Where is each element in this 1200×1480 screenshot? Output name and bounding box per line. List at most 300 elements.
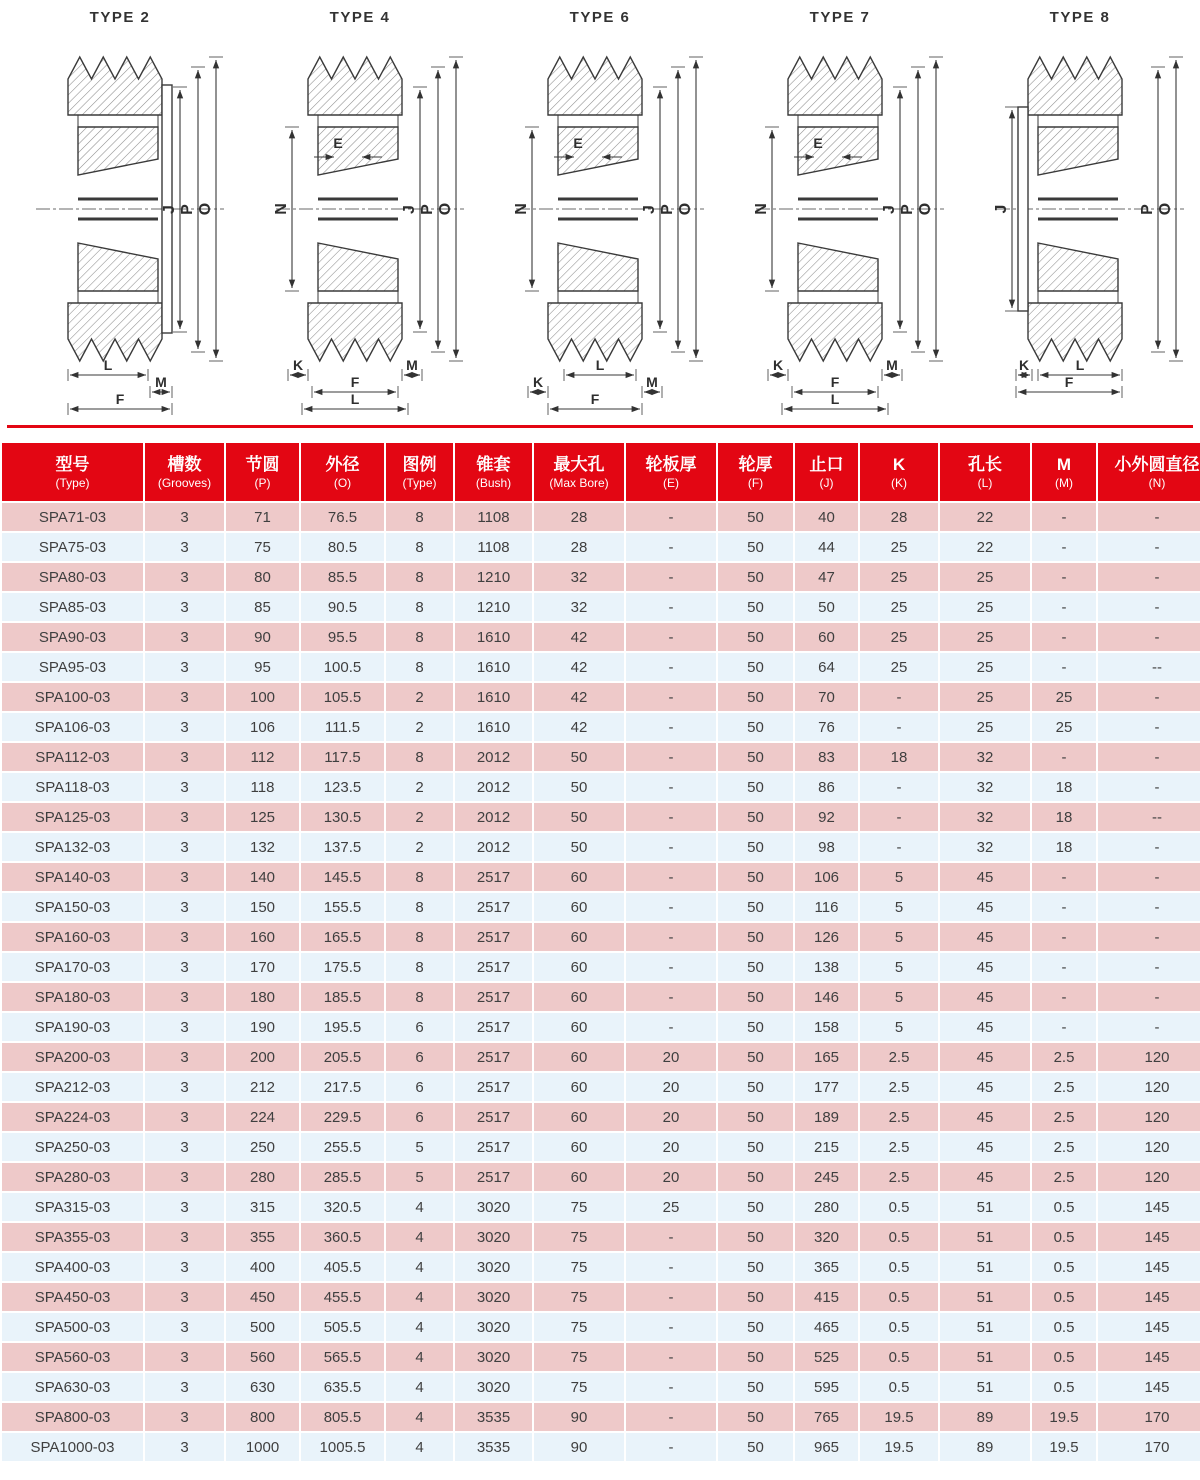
cell: 8 <box>386 893 453 921</box>
cell: - <box>626 1253 716 1281</box>
cell: 42 <box>534 653 624 681</box>
cell: - <box>626 1313 716 1341</box>
cell: 4 <box>386 1223 453 1251</box>
cell: - <box>1032 983 1096 1011</box>
cell: 85.5 <box>301 563 384 591</box>
pulley-diagram-type-8 <box>960 0 1200 425</box>
table-row <box>2 983 1200 1011</box>
table-row <box>2 503 1200 531</box>
cell: 50 <box>718 1283 793 1311</box>
cell: 3 <box>145 683 224 711</box>
cell: - <box>1098 593 1200 621</box>
column-header-zh: 最大孔 <box>553 454 605 474</box>
column-header-en: (Type) <box>402 475 437 490</box>
cell: 2.5 <box>860 1103 938 1131</box>
cell: 83 <box>795 743 858 771</box>
cell: 51 <box>940 1193 1030 1221</box>
cell: 3 <box>145 1433 224 1461</box>
cell: 224 <box>226 1103 299 1131</box>
cell: 360.5 <box>301 1223 384 1251</box>
cell: 45 <box>940 1073 1030 1101</box>
cell: 89 <box>940 1433 1030 1461</box>
cell: 50 <box>718 563 793 591</box>
cell: 25 <box>940 713 1030 741</box>
cell: 8 <box>386 983 453 1011</box>
cell-model: SPA95-03 <box>2 653 143 681</box>
cell: 50 <box>718 833 793 861</box>
cell: 170 <box>1098 1403 1200 1431</box>
column-header-en: (F) <box>747 475 764 490</box>
cell: 45 <box>940 1103 1030 1131</box>
cell: 0.5 <box>1032 1373 1096 1401</box>
cell: 71 <box>226 503 299 531</box>
cell: 3 <box>145 1343 224 1371</box>
cell: 805.5 <box>301 1403 384 1431</box>
table-row <box>2 1253 1200 1281</box>
cell: 90 <box>534 1433 624 1461</box>
cell-model: SPA106-03 <box>2 713 143 741</box>
cell: 365 <box>795 1253 858 1281</box>
cell: 120 <box>1098 1103 1200 1131</box>
cell: 32 <box>940 773 1030 801</box>
cell: 320.5 <box>301 1193 384 1221</box>
cell: 8 <box>386 623 453 651</box>
cell: 215 <box>795 1133 858 1161</box>
pulley-diagram-type-2 <box>0 0 240 425</box>
cell: 3 <box>145 503 224 531</box>
cell: 5 <box>386 1163 453 1191</box>
cell: 32 <box>534 563 624 591</box>
cell: 0.5 <box>860 1283 938 1311</box>
cell: 3 <box>145 743 224 771</box>
cell: 1210 <box>455 593 532 621</box>
column-header-zh: 轮厚 <box>738 454 773 474</box>
svg-text:J: J <box>881 205 898 214</box>
cell: 25 <box>860 653 938 681</box>
column-header <box>534 443 624 501</box>
cell: 60 <box>534 923 624 951</box>
cell-model: SPA118-03 <box>2 773 143 801</box>
cell: 50 <box>718 1373 793 1401</box>
cell: 2.5 <box>860 1073 938 1101</box>
cell-model: SPA180-03 <box>2 983 143 1011</box>
cell: 2517 <box>455 953 532 981</box>
cell: 25 <box>860 593 938 621</box>
cell: - <box>1032 893 1096 921</box>
cell: 0.5 <box>1032 1223 1096 1251</box>
cell: 90 <box>534 1403 624 1431</box>
cell: 4 <box>386 1403 453 1431</box>
column-header <box>1098 443 1200 501</box>
column-header-zh: 轮板厚 <box>645 454 697 474</box>
table-row <box>2 563 1200 591</box>
cell: 185.5 <box>301 983 384 1011</box>
cell: 28 <box>534 533 624 561</box>
svg-text:O: O <box>917 202 934 216</box>
cell: 50 <box>718 953 793 981</box>
cell: 86 <box>795 773 858 801</box>
cell: 80 <box>226 563 299 591</box>
cell: 3 <box>145 803 224 831</box>
cell: 205.5 <box>301 1043 384 1071</box>
cell: 60 <box>534 1103 624 1131</box>
cell: 45 <box>940 893 1030 921</box>
cell: 2517 <box>455 1133 532 1161</box>
cell: 250 <box>226 1133 299 1161</box>
cell: - <box>626 863 716 891</box>
cell: 455.5 <box>301 1283 384 1311</box>
table-row <box>2 713 1200 741</box>
cell: 51 <box>940 1253 1030 1281</box>
cell: 3020 <box>455 1223 532 1251</box>
cell: 3 <box>145 1073 224 1101</box>
cell: 50 <box>718 1043 793 1071</box>
cell: 3 <box>145 713 224 741</box>
cell: 50 <box>718 1193 793 1221</box>
cell: - <box>1098 683 1200 711</box>
svg-text:O: O <box>1157 202 1174 216</box>
cell: 415 <box>795 1283 858 1311</box>
svg-text:L: L <box>595 357 605 373</box>
cell: 25 <box>940 563 1030 591</box>
svg-text:O: O <box>197 202 214 216</box>
cell: 120 <box>1098 1043 1200 1071</box>
cell: 3 <box>145 1283 224 1311</box>
column-header <box>860 443 938 501</box>
cell: 165 <box>795 1043 858 1071</box>
cell: - <box>626 593 716 621</box>
cell: 92 <box>795 803 858 831</box>
svg-text:M: M <box>155 374 167 390</box>
cell: 3020 <box>455 1193 532 1221</box>
cell: - <box>626 893 716 921</box>
cell: 50 <box>534 803 624 831</box>
cell: 50 <box>718 1433 793 1461</box>
cell: 2.5 <box>1032 1073 1096 1101</box>
table-row <box>2 1043 1200 1071</box>
cell: 89 <box>940 1403 1030 1431</box>
cell: - <box>626 773 716 801</box>
cell: 450 <box>226 1283 299 1311</box>
cell: 8 <box>386 563 453 591</box>
cell: 32 <box>940 743 1030 771</box>
table-row <box>2 1313 1200 1341</box>
svg-text:J: J <box>161 205 178 214</box>
cell: 2517 <box>455 923 532 951</box>
cell: 50 <box>718 683 793 711</box>
cell: - <box>626 1013 716 1041</box>
cell-model: SPA125-03 <box>2 803 143 831</box>
cell: 130.5 <box>301 803 384 831</box>
cell: 3 <box>145 1373 224 1401</box>
cell: 2 <box>386 803 453 831</box>
cell: 45 <box>940 863 1030 891</box>
svg-text:P: P <box>899 204 916 215</box>
cell: 3 <box>145 863 224 891</box>
cell: 2 <box>386 683 453 711</box>
cell: - <box>860 683 938 711</box>
cell: 2517 <box>455 1073 532 1101</box>
cell: 525 <box>795 1343 858 1371</box>
column-header-en: (Bush) <box>475 475 512 490</box>
cell: - <box>1032 953 1096 981</box>
svg-text:P: P <box>1139 204 1156 215</box>
cell: 20 <box>626 1103 716 1131</box>
cell: 3 <box>145 593 224 621</box>
cell: 170 <box>226 953 299 981</box>
cell: 50 <box>718 1103 793 1131</box>
cell: 20 <box>626 1163 716 1191</box>
cell: 4 <box>386 1343 453 1371</box>
cell: 22 <box>940 503 1030 531</box>
cell: 50 <box>718 1253 793 1281</box>
cell: 0.5 <box>860 1343 938 1371</box>
cell: - <box>1098 1013 1200 1041</box>
column-header <box>2 443 143 501</box>
cell: 315 <box>226 1193 299 1221</box>
cell: - <box>626 1283 716 1311</box>
cell-model: SPA170-03 <box>2 953 143 981</box>
column-header-zh: 型号 <box>55 454 90 474</box>
cell: - <box>1032 653 1096 681</box>
cell: - <box>626 743 716 771</box>
cell: 2.5 <box>1032 1133 1096 1161</box>
cell: 18 <box>1032 773 1096 801</box>
cell: 64 <box>795 653 858 681</box>
cell: 595 <box>795 1373 858 1401</box>
svg-text:N: N <box>273 203 290 215</box>
column-header-en: (Type) <box>55 475 90 490</box>
svg-text:O: O <box>437 202 454 216</box>
column-header-en: (O) <box>333 475 352 490</box>
cell: 0.5 <box>1032 1253 1096 1281</box>
column-header <box>226 443 299 501</box>
cell: 0.5 <box>860 1223 938 1251</box>
cell: 100 <box>226 683 299 711</box>
cell-model: SPA500-03 <box>2 1313 143 1341</box>
cell: 0.5 <box>1032 1283 1096 1311</box>
column-header-en: (J) <box>819 475 834 490</box>
table-row <box>2 1283 1200 1311</box>
cell: 4 <box>386 1373 453 1401</box>
cell: 25 <box>940 683 1030 711</box>
cell: 50 <box>718 893 793 921</box>
cell-model: SPA800-03 <box>2 1403 143 1431</box>
cell: 2012 <box>455 833 532 861</box>
cell: 50 <box>718 713 793 741</box>
svg-text:L: L <box>103 357 113 373</box>
cell: 3 <box>145 773 224 801</box>
cell: 3 <box>145 983 224 1011</box>
cell-model: SPA212-03 <box>2 1073 143 1101</box>
cell: 2 <box>386 773 453 801</box>
cell: - <box>626 953 716 981</box>
cell: 1000 <box>226 1433 299 1461</box>
cell: -- <box>1098 653 1200 681</box>
cell: 3 <box>145 1223 224 1251</box>
cell: 123.5 <box>301 773 384 801</box>
cell: 75 <box>534 1193 624 1221</box>
cell: 75 <box>534 1283 624 1311</box>
pulley-diagram-type-7 <box>720 0 960 425</box>
cell: 76 <box>795 713 858 741</box>
cell: 3 <box>145 1253 224 1281</box>
cell: 50 <box>718 773 793 801</box>
column-header <box>718 443 793 501</box>
cell: 2517 <box>455 1103 532 1131</box>
cell: 8 <box>386 593 453 621</box>
diagram-title: TYPE 8 <box>1049 9 1111 26</box>
cell: 2517 <box>455 1043 532 1071</box>
cell: 42 <box>534 623 624 651</box>
svg-text:P: P <box>659 204 676 215</box>
cell: 5 <box>386 1133 453 1161</box>
diagram-drawing <box>960 27 1200 425</box>
cell: 51 <box>940 1223 1030 1251</box>
table-row <box>2 893 1200 921</box>
cell-model: SPA75-03 <box>2 533 143 561</box>
cell: 5 <box>860 863 938 891</box>
cell: 25 <box>940 623 1030 651</box>
diagram-title: TYPE 2 <box>89 9 151 26</box>
svg-text:L: L <box>350 391 360 407</box>
cell: 505.5 <box>301 1313 384 1341</box>
svg-text:K: K <box>772 357 784 373</box>
svg-text:L: L <box>830 391 840 407</box>
cell: 20 <box>626 1073 716 1101</box>
diagram-title: TYPE 7 <box>809 9 871 26</box>
svg-text:J: J <box>641 205 658 214</box>
cell: 45 <box>940 923 1030 951</box>
diagram-drawing <box>720 27 960 425</box>
cell: 0.5 <box>1032 1343 1096 1371</box>
cell: 126 <box>795 923 858 951</box>
cell: 60 <box>534 863 624 891</box>
cell: 5 <box>860 893 938 921</box>
cell: - <box>626 833 716 861</box>
cell: 6 <box>386 1073 453 1101</box>
diagram-drawing <box>240 27 480 425</box>
cell: 200 <box>226 1043 299 1071</box>
cell: 19.5 <box>860 1433 938 1461</box>
cell: 145 <box>1098 1193 1200 1221</box>
cell: 145 <box>1098 1313 1200 1341</box>
cell: 60 <box>534 1013 624 1041</box>
cell: 8 <box>386 923 453 951</box>
cell: 120 <box>1098 1163 1200 1191</box>
cell: 405.5 <box>301 1253 384 1281</box>
cell: 50 <box>718 1163 793 1191</box>
cell: 50 <box>718 803 793 831</box>
column-header <box>386 443 453 501</box>
cell: 965 <box>795 1433 858 1461</box>
cell: 3535 <box>455 1433 532 1461</box>
cell: 3 <box>145 653 224 681</box>
svg-text:P: P <box>179 204 196 215</box>
cell: 195.5 <box>301 1013 384 1041</box>
cell: 60 <box>534 1043 624 1071</box>
table-row <box>2 653 1200 681</box>
cell: - <box>626 1223 716 1251</box>
cell: 3020 <box>455 1343 532 1371</box>
table-row <box>2 1013 1200 1041</box>
table-row <box>2 593 1200 621</box>
table-row <box>2 1343 1200 1371</box>
cell: 20 <box>626 1043 716 1071</box>
cell: 1108 <box>455 503 532 531</box>
cell: 50 <box>718 533 793 561</box>
cell: - <box>626 563 716 591</box>
cell: 1108 <box>455 533 532 561</box>
table-row <box>2 803 1200 831</box>
cell: 2517 <box>455 1163 532 1191</box>
cell: 158 <box>795 1013 858 1041</box>
cell: 60 <box>534 893 624 921</box>
column-header <box>626 443 716 501</box>
column-header <box>301 443 384 501</box>
cell: 5 <box>860 983 938 1011</box>
cell: 25 <box>860 623 938 651</box>
cell: 1610 <box>455 713 532 741</box>
cell: 565.5 <box>301 1343 384 1371</box>
cell: 280 <box>795 1193 858 1221</box>
cell: 3 <box>145 953 224 981</box>
cell: 70 <box>795 683 858 711</box>
cell: - <box>1098 503 1200 531</box>
cell: 25 <box>860 533 938 561</box>
cell: - <box>626 803 716 831</box>
cell: 125 <box>226 803 299 831</box>
cell: 60 <box>534 1163 624 1191</box>
cell: - <box>626 713 716 741</box>
cell: - <box>1032 923 1096 951</box>
cell: 137.5 <box>301 833 384 861</box>
cell: 355 <box>226 1223 299 1251</box>
cell: 75 <box>534 1373 624 1401</box>
column-header <box>940 443 1030 501</box>
cell: 2012 <box>455 773 532 801</box>
cell: 50 <box>718 1403 793 1431</box>
cell: 0.5 <box>1032 1193 1096 1221</box>
cell: 105.5 <box>301 683 384 711</box>
table-row <box>2 923 1200 951</box>
cell: 40 <box>795 503 858 531</box>
cell: 229.5 <box>301 1103 384 1131</box>
cell: 2 <box>386 713 453 741</box>
cell: 165.5 <box>301 923 384 951</box>
cell: 76.5 <box>301 503 384 531</box>
cell: 45 <box>940 953 1030 981</box>
cell: 145 <box>1098 1343 1200 1371</box>
cell: - <box>1098 623 1200 651</box>
cell: - <box>1098 863 1200 891</box>
svg-text:E: E <box>813 135 823 151</box>
cell-model: SPA71-03 <box>2 503 143 531</box>
cell: 50 <box>718 1073 793 1101</box>
cell: 3 <box>145 923 224 951</box>
spec-table-head <box>2 443 1200 501</box>
cell: 3 <box>145 623 224 651</box>
cell-model: SPA112-03 <box>2 743 143 771</box>
cell-model: SPA132-03 <box>2 833 143 861</box>
cell: 8 <box>386 953 453 981</box>
cell: 60 <box>534 1073 624 1101</box>
cell: - <box>626 683 716 711</box>
svg-text:N: N <box>513 203 530 215</box>
cell: - <box>1098 893 1200 921</box>
column-header-en: (P) <box>254 475 271 490</box>
cell: 98 <box>795 833 858 861</box>
